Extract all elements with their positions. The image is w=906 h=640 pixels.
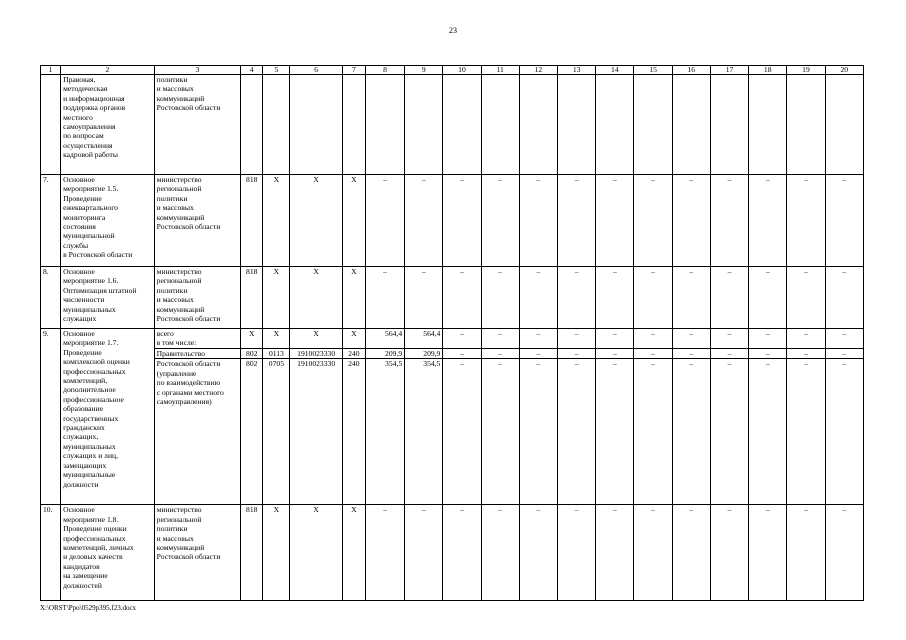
dash-cell: – [787,505,825,601]
dash-cell: – [519,175,557,267]
code-csr: Х [290,175,342,267]
cell-line: в том числе: [156,338,197,348]
amount-total: 564,4 [365,329,404,349]
cell-line: Проведение [63,193,102,203]
row-number: 8. [41,267,61,329]
dash-cell: – [749,329,787,349]
amount-year: 209,9 [405,349,443,359]
column-header: 11 [481,66,519,75]
code-vr: Х [342,505,365,601]
dash-cell: – [365,505,404,601]
code-vr: Х [342,329,365,349]
cell-line: должностей [63,580,102,590]
dash-cell: – [749,505,787,601]
amount-total: 209,9 [365,349,404,359]
dash-cell: – [519,349,557,359]
amount-year: 564,4 [405,329,443,349]
dash-cell: – [825,267,863,329]
dash-cell: – [825,175,863,267]
cell-line: методическая [63,84,108,94]
column-header: 13 [558,66,596,75]
dash-cell: – [710,505,748,601]
cell-line: мероприятие 1.7. [63,338,119,348]
code-csr: Х [290,505,342,601]
column-header: 2 [61,66,155,75]
dash-cell: – [710,329,748,349]
program-table [40,65,864,601]
dash-cell: – [634,267,672,329]
column-header: 14 [596,66,634,75]
dash-cell: – [596,359,634,505]
cell-line: политики [156,75,188,84]
code-csr: 1910023330 [290,349,342,359]
dash-cell: – [405,267,443,329]
cell-line: муниципальные [63,470,116,480]
dash-cell: – [672,505,710,601]
dash-cell: – [519,329,557,349]
cell-line: местного [63,112,93,122]
column-header: 15 [634,66,672,75]
cell-line: служащих [63,314,97,324]
measure-name [61,75,155,175]
cell-line: коммуникаций [156,543,205,553]
cell-line: политики [156,285,188,295]
column-header: 5 [263,66,290,75]
dash-cell: – [481,505,519,601]
dash-cell: – [365,175,404,267]
dash-cell: – [481,329,519,349]
cell-line: самоуправления) [156,397,212,407]
cell-line: региональной [156,514,202,524]
code-vr: 240 [342,349,365,359]
dash-cell: – [787,329,825,349]
cell-line: кадровой работы [63,150,118,160]
cell-line: на замещение [63,571,108,581]
dash-cell: – [749,349,787,359]
cell-line: мониторинга [63,212,106,222]
dash-cell: – [519,359,557,505]
cell-line: Ростовской области [156,314,221,324]
cell-line: Правительство [156,349,205,358]
dash-cell: – [443,267,481,329]
dash-cell: – [672,267,710,329]
dash-cell: – [596,175,634,267]
dash-cell: – [443,505,481,601]
cell-line: государственных [63,413,119,423]
dash-cell: – [710,359,748,505]
column-header: 9 [405,66,443,75]
cell-line: Основное [63,175,95,184]
code-rzpr: 0113 [263,349,290,359]
table-row [41,175,864,267]
cell-line: политики [156,524,188,534]
dash-cell: – [443,175,481,267]
dash-cell: – [481,349,519,359]
cell-line: замещающих [63,460,107,470]
code-rzpr: Х [263,175,290,267]
cell-line: мероприятие 1.5. [63,184,119,194]
cell-line: Ростовской области [156,103,221,113]
column-header: 17 [710,66,748,75]
code-rzpr: 0705 [263,359,290,505]
executor [154,359,241,505]
cell-line: муниципальных [63,441,116,451]
dash-cell: – [787,349,825,359]
table-row [41,267,864,329]
column-header: 20 [825,66,863,75]
cell-line: и массовых [156,533,194,543]
cell-line: министерство [156,505,202,515]
dash-cell: – [481,359,519,505]
dash-cell: – [558,267,596,329]
cell-line: политики [156,193,188,203]
dash-cell: – [787,359,825,505]
cell-line: самоуправления [63,122,116,132]
executor [154,349,241,359]
executor [154,175,241,267]
cell-line: и массовых [156,295,194,305]
cell-line: профессиональных [63,366,126,376]
amount-total: 354,5 [365,359,404,505]
cell-line: по взаимодействию [156,378,221,388]
code-rzpr: Х [263,267,290,329]
dash-cell: – [558,329,596,349]
code-grbs: 802 [241,359,263,505]
cell-line: профессиональных [63,533,126,543]
code-vr: Х [342,267,365,329]
dash-cell: – [787,175,825,267]
dash-cell: – [596,349,634,359]
dash-cell: – [710,349,748,359]
file-path-footer: X:\ORST\Ppo\0529p395.f23.docx [40,604,137,612]
dash-cell: – [749,267,787,329]
cell-line: по вопросам [63,131,104,141]
cell-line: министерство [156,175,202,184]
cell-line: дополнительное [63,385,116,395]
dash-cell: – [519,505,557,601]
column-header: 8 [365,66,404,75]
cell-line: региональной [156,184,202,194]
row-number: 10. [41,505,61,601]
cell-line: с органами местного [156,387,224,397]
cell-line: Проведение [63,347,102,357]
cell-line: службы [63,240,89,250]
dash-cell: – [634,175,672,267]
column-header: 10 [443,66,481,75]
code-csr: 1910023330 [290,359,342,505]
cell-line: Ростовской области [156,222,221,232]
dash-cell: – [596,329,634,349]
cell-line: всего [156,329,174,338]
dash-cell: – [481,175,519,267]
column-header: 1 [41,66,61,75]
dash-cell: – [672,175,710,267]
cell-line: компетенций, личных [63,543,134,553]
column-header: 7 [342,66,365,75]
code-grbs: 818 [241,267,263,329]
table-row [41,505,864,601]
cell-line: образование [63,404,104,414]
dash-cell: – [825,349,863,359]
code-vr: Х [342,175,365,267]
dash-cell: – [634,505,672,601]
dash-cell: – [749,175,787,267]
code-grbs: 802 [241,349,263,359]
dash-cell: – [749,359,787,505]
table-row [41,359,864,505]
measure-name [61,175,155,267]
column-number-row [41,66,864,75]
code-grbs: 818 [241,505,263,601]
dash-cell: – [558,359,596,505]
dash-cell: – [825,505,863,601]
measure-name [61,505,155,601]
dash-cell: – [787,267,825,329]
dash-cell: – [825,329,863,349]
dash-cell: – [558,349,596,359]
dash-cell: – [634,329,672,349]
code-csr: Х [290,267,342,329]
cell-line: (управление [156,368,197,378]
dash-cell: – [672,349,710,359]
measure-name [61,267,155,329]
column-header: 12 [519,66,557,75]
cell-line: гражданских [63,423,105,433]
dash-cell: – [634,359,672,505]
cell-line: мероприятие 1.8. [63,514,119,524]
dash-cell: – [443,329,481,349]
cell-line: ежеквартального [63,203,118,213]
amount-year: 354,5 [405,359,443,505]
cell-line: компетенций, [63,376,108,386]
cell-line: должности [63,479,99,489]
dash-cell: – [710,267,748,329]
cell-line: профессиональное [63,394,124,404]
dash-cell: – [672,359,710,505]
column-header: 19 [787,66,825,75]
cell-line: муниципальной [63,231,115,241]
executor [154,267,241,329]
dash-cell: – [405,505,443,601]
cell-line: коммуникаций [156,212,205,222]
dash-cell: – [596,267,634,329]
table-row [41,349,864,359]
cell-line: коммуникаций [156,304,205,314]
dash-cell: – [710,175,748,267]
cell-line: и массовых [156,203,194,213]
cell-line: и информационная [63,93,125,103]
cell-line: в Ростовской области [63,250,133,260]
dash-cell: – [519,267,557,329]
cell-line: осуществления [63,140,113,150]
table-row-continued [41,75,864,175]
code-csr: Х [290,329,342,349]
executor [154,505,241,601]
code-grbs: 818 [241,175,263,267]
column-header: 4 [241,66,263,75]
table-row [41,329,864,349]
cell-line: региональной [156,276,202,286]
cell-line: состояния [63,222,96,232]
dash-cell: – [365,267,404,329]
dash-cell: – [596,505,634,601]
cell-line: муниципальных [63,304,116,314]
cell-line: Основное [63,329,95,338]
dash-cell: – [443,349,481,359]
cell-line: мероприятие 1.6. [63,276,119,286]
column-header: 6 [290,66,342,75]
code-rzpr: Х [263,505,290,601]
cell-line: министерство [156,267,202,276]
cell-line: Ростовской области [156,552,221,562]
cell-line: Проведение оценки [63,524,127,534]
cell-line: комплексной оценки [63,357,130,367]
dash-cell: – [558,505,596,601]
dash-cell: – [634,349,672,359]
cell-line: служащих, [63,432,99,442]
cell-line: Правовая, [63,75,96,84]
executor [154,75,241,175]
code-rzpr: Х [263,329,290,349]
dash-cell: – [481,267,519,329]
dash-cell: – [443,359,481,505]
cell-line: поддержка органов [63,103,126,113]
cell-line: служащих и лиц, [63,451,118,461]
column-header: 18 [749,66,787,75]
cell-line: и массовых [156,84,194,94]
cell-line: кандидатов [63,561,100,571]
column-header: 3 [154,66,241,75]
cell-line: коммуникаций [156,93,205,103]
code-vr: 240 [342,359,365,505]
cell-line: Основное [63,267,95,276]
cell-line: Ростовской области [156,359,221,369]
executor [154,329,241,349]
dash-cell: – [825,359,863,505]
cell-line: численности [63,295,105,305]
code-grbs: Х [241,329,263,349]
dash-cell: – [672,329,710,349]
dash-cell: – [405,175,443,267]
page-number: 23 [449,26,457,35]
row-number: 7. [41,175,61,267]
cell-line: Основное [63,505,95,515]
cell-line: Оптимизация штатной [63,285,137,295]
cell-line: и деловых качеств [63,552,123,562]
measure-name [61,329,155,505]
dash-cell: – [558,175,596,267]
column-header: 16 [672,66,710,75]
row-number: 9. [41,329,61,505]
